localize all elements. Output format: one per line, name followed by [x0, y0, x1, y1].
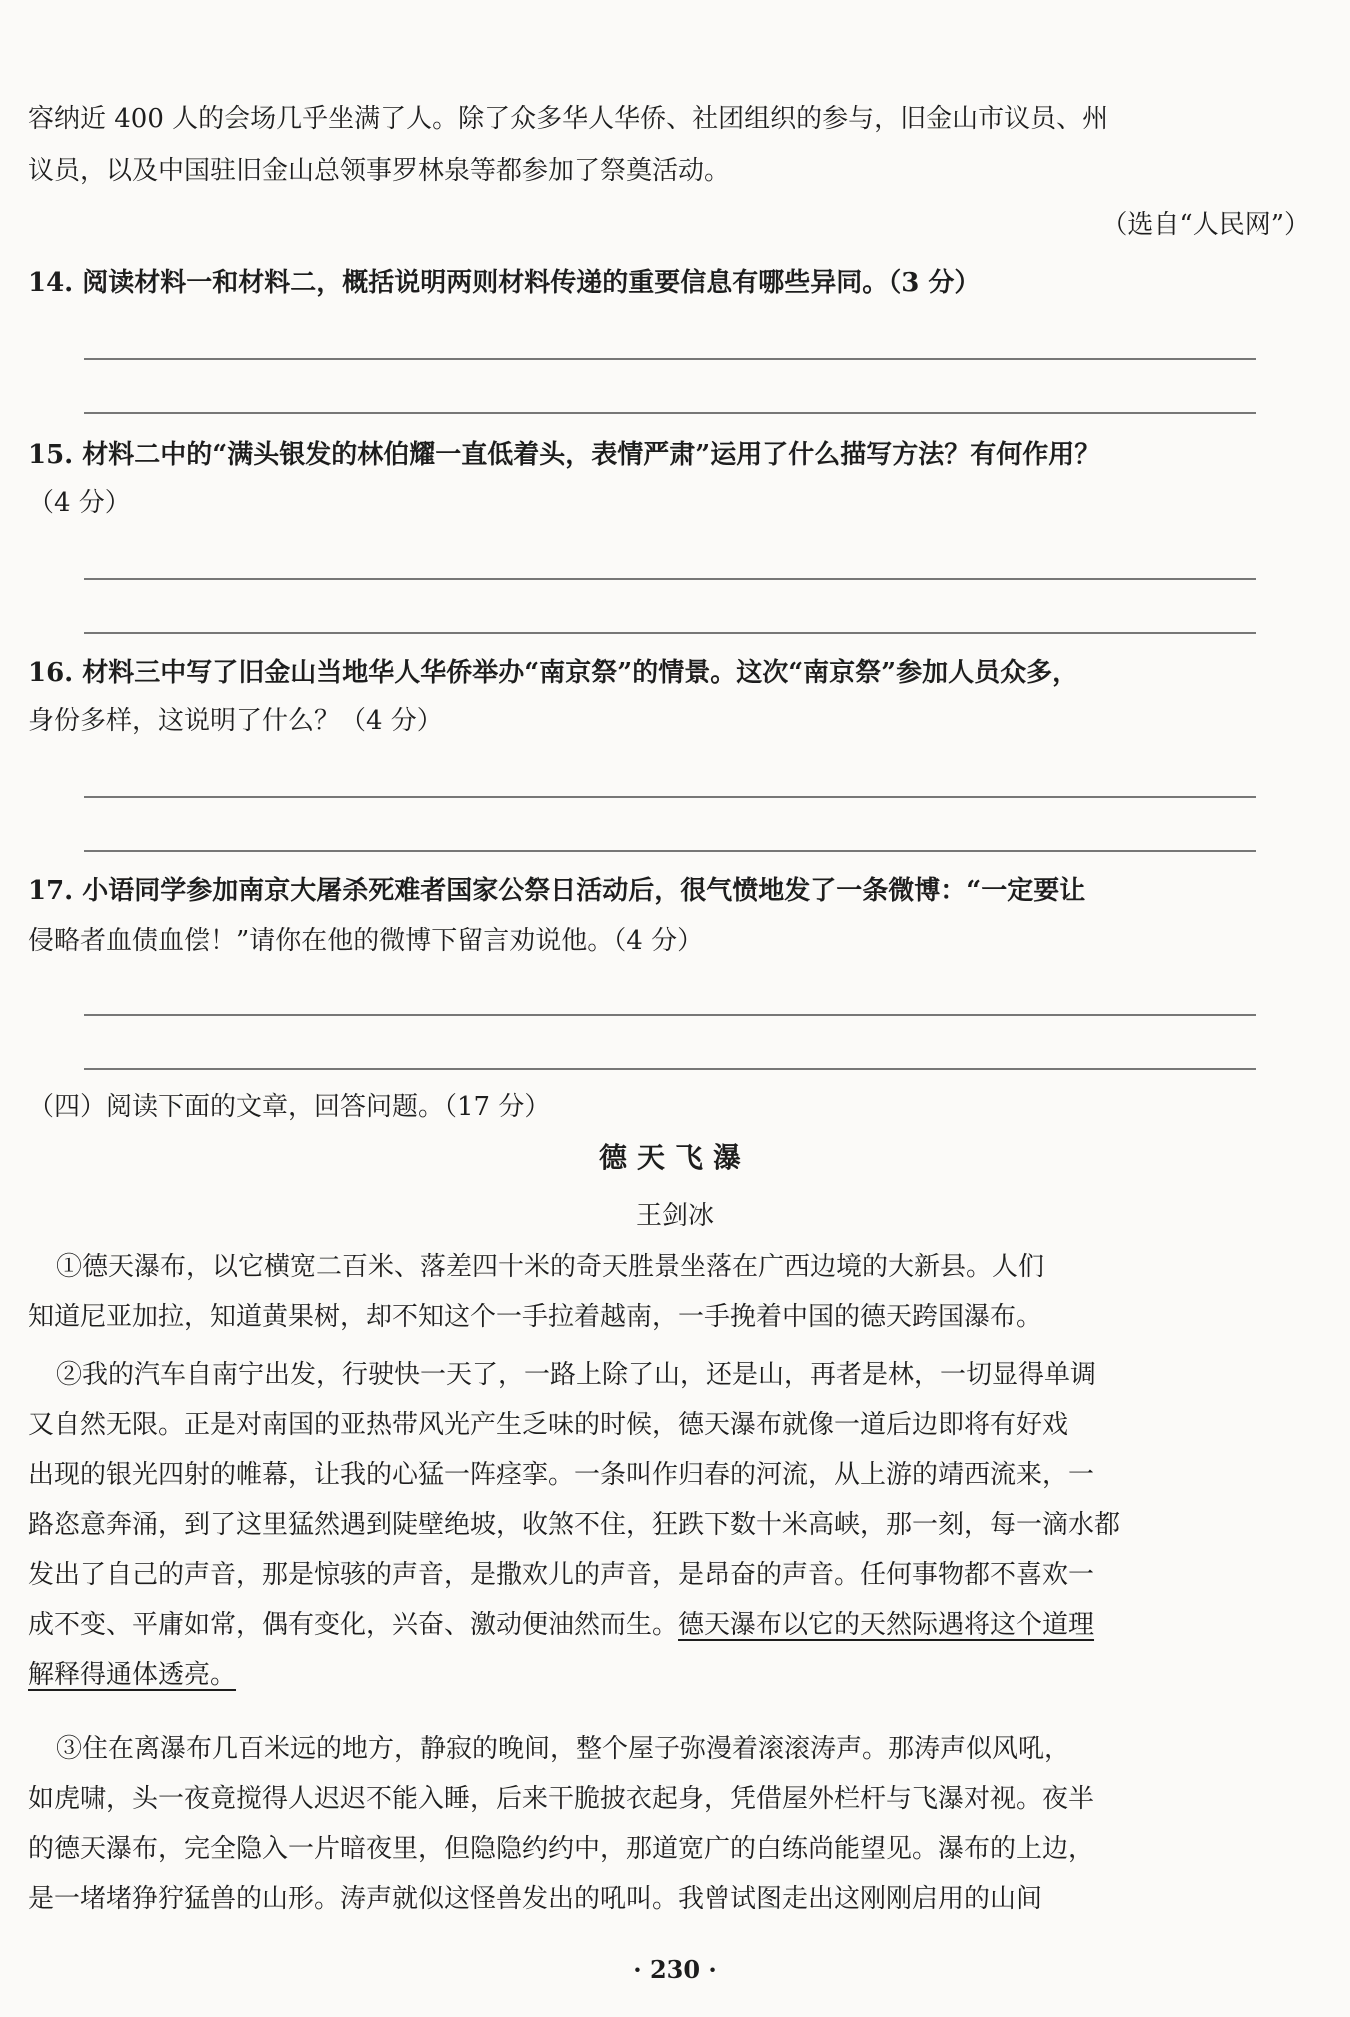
answer-line[interactable]: [84, 796, 1256, 798]
paragraph-line: 路恣意奔涌，到了这里猛然遇到陡壁绝坡，收煞不住，狂跌下数十米高峡，那一刻，每一滴水都: [28, 1510, 1121, 1540]
paragraph-line: [28, 1606, 1253, 1644]
paragraph-line: 如虎啸，头一夜竟搅得人迟迟不能入睡，后来干脆披衣起身，凭借屋外栏杆与飞瀑对视。夜半: [28, 1784, 1095, 1814]
question-17: 17. 小语同学参加南京大屠杀死难者国家公祭日活动后，很气愤地发了一条微博：“一定要让: [28, 876, 1086, 906]
underlined-sentence: 德天瀑布以它的天然际遇将这个道理: [678, 1610, 1095, 1640]
underlined-sentence: 解释得通体透亮。: [28, 1660, 237, 1690]
paragraph-line: [28, 1656, 1253, 1694]
paragraph-line: ②我的汽车自南宁出发，行驶快一天了，一路上除了山，还是山，再者是林，一切显得单调: [56, 1360, 1097, 1390]
page-number: · 230 ·: [633, 1955, 717, 1984]
answer-line[interactable]: [84, 632, 1256, 634]
paragraph-line: 知道尼亚加拉，知道黄果树，却不知这个一手拉着越南，一手挽着中国的德天跨国瀑布。: [28, 1302, 1043, 1332]
paragraph-line: ①德天瀑布，以它横宽二百米、落差四十米的奇天胜景坐落在广西边境的大新县。人们: [56, 1252, 1045, 1282]
question-16-cont: 身份多样，这说明了什么？（4 分）: [28, 706, 443, 736]
material-text-line: 容纳近 400 人的会场几乎坐满了人。除了众多华人华侨、社团组织的参与，旧金山市议员、州: [28, 104, 1109, 134]
section-heading: （四）阅读下面的文章，回答问题。（17 分）: [28, 1092, 551, 1122]
paragraph-line: 出现的银光四射的帷幕，让我的心猛一阵痉挛。一条叫作归春的河流，从上游的靖西流来，一: [28, 1460, 1095, 1490]
paragraph-line: 发出了自己的声音，那是惊骇的声音，是撒欢儿的声音，是昂奋的声音。任何事物都不喜欢一: [28, 1560, 1095, 1590]
question-15-points: （4 分）: [28, 488, 131, 518]
question-17-cont: 侵略者血债血偿！”请你在他的微博下留言劝说他。（4 分）: [28, 926, 704, 956]
article-author: 王剑冰: [635, 1201, 714, 1231]
source-citation: （选自“人民网”）: [1101, 210, 1310, 240]
paragraph-text: 成不变、平庸如常，偶有变化，兴奋、激动便油然而生。: [28, 1610, 679, 1640]
article-title: 德天飞瀑: [598, 1141, 751, 1174]
question-15: 15. 材料二中的“满头银发的林伯耀一直低着头，表情严肃”运用了什么描写方法？有何作用？: [28, 440, 1101, 470]
answer-line[interactable]: [84, 850, 1256, 852]
answer-line[interactable]: [84, 358, 1256, 360]
paragraph-line: 是一堵堵狰狞猛兽的山形。涛声就似这怪兽发出的吼叫。我曾试图走出这刚刚启用的山间: [28, 1884, 1043, 1914]
paragraph-line: 的德天瀑布，完全隐入一片暗夜里，但隐隐约约中，那道宽广的白练尚能望见。瀑布的上边，: [28, 1834, 1095, 1864]
paragraph-line: ③住在离瀑布几百米远的地方，静寂的晚间，整个屋子弥漫着滚滚涛声。那涛声似风吼，: [56, 1734, 1071, 1764]
answer-line[interactable]: [84, 1068, 1256, 1070]
answer-line[interactable]: [84, 412, 1256, 414]
question-14: 14. 阅读材料一和材料二，概括说明两则材料传递的重要信息有哪些异同。（3 分）: [28, 268, 981, 298]
answer-line[interactable]: [84, 578, 1256, 580]
question-16: 16. 材料三中写了旧金山当地华人华侨举办“南京祭”的情景。这次“南京祭”参加人员众多，: [28, 658, 1079, 688]
material-text-line: 议员，以及中国驻旧金山总领事罗林泉等都参加了祭奠活动。: [28, 156, 731, 186]
paragraph-line: 又自然无限。正是对南国的亚热带风光产生乏味的时候，德天瀑布就像一道后边即将有好戏: [28, 1410, 1069, 1440]
answer-line[interactable]: [84, 1014, 1256, 1016]
